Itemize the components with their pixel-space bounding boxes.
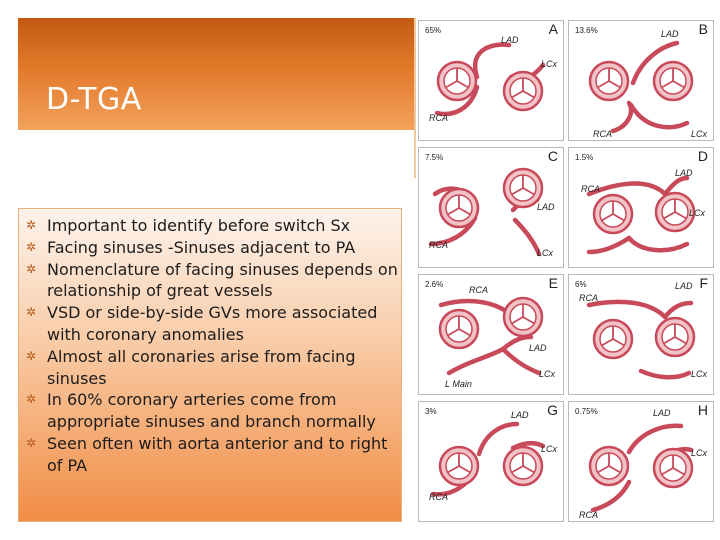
lcx-label: LCx xyxy=(689,208,706,218)
coronary-pattern-figure xyxy=(416,18,718,524)
rca-label: RCA xyxy=(429,240,449,250)
coronary-vessel xyxy=(629,238,687,250)
great-vessel-sinus xyxy=(590,447,628,485)
coronary-diagram xyxy=(569,21,714,141)
great-vessel-sinus xyxy=(594,195,632,233)
lad-label: LAD xyxy=(511,410,529,420)
pattern-panel-f xyxy=(568,274,714,395)
great-vessel-sinus xyxy=(654,449,692,487)
lcx-label: LCx xyxy=(539,369,556,379)
rca-label: RCA xyxy=(579,293,599,303)
lcx-label: LCx xyxy=(541,59,558,69)
bullet-text: Almost all coronaries arise from facing sinuses xyxy=(47,346,356,388)
panel-letter: B xyxy=(698,21,708,37)
bullet-item xyxy=(19,215,399,237)
bullet-text: Seen often with aorta anterior and to right of PA xyxy=(47,433,388,475)
bullet-icon: ✲ xyxy=(26,305,37,320)
coronary-vessel xyxy=(475,45,509,77)
bullet-item xyxy=(19,346,399,390)
coronary-vessel xyxy=(641,371,689,377)
panel-percent: 1.5% xyxy=(575,153,594,162)
bullet-item xyxy=(19,259,399,303)
coronary-vessel xyxy=(593,482,629,510)
rca-label: RCA xyxy=(429,113,449,123)
great-vessel-sinus xyxy=(504,298,542,336)
pattern-panel-a xyxy=(418,20,564,141)
rca-label: RCA xyxy=(469,285,489,295)
great-vessel-sinus xyxy=(594,320,632,358)
lad-label: LAD xyxy=(537,202,555,212)
panel-letter: H xyxy=(697,402,708,418)
coronary-vessel xyxy=(665,178,687,194)
lcx-label: LCx xyxy=(691,369,708,379)
coronary-diagram xyxy=(419,402,564,522)
lcx-label: LCx xyxy=(537,248,554,258)
bullet-icon: ✲ xyxy=(26,239,37,254)
bullet-icon: ✲ xyxy=(26,261,37,276)
bullet-icon: ✲ xyxy=(26,392,37,407)
bullet-item xyxy=(19,302,399,346)
bullet-text: Nomenclature of facing sinuses depends on relationship of great vessels xyxy=(47,259,398,301)
lmain-label: L Main xyxy=(445,379,472,389)
rca-label: RCA xyxy=(593,129,613,139)
lcx-label: LCx xyxy=(691,448,708,458)
lcx-label: LCx xyxy=(541,444,558,454)
bullet-item xyxy=(19,389,399,433)
coronary-vessel xyxy=(589,238,629,252)
bullet-text: In 60% coronary arteries come from appropriate sinuses and branch normally xyxy=(47,390,376,432)
rca-label: RCA xyxy=(579,510,599,520)
lad-label: LAD xyxy=(661,29,679,39)
pattern-panel-c xyxy=(418,147,564,268)
pattern-panel-h xyxy=(568,401,714,522)
panel-letter: D xyxy=(697,148,708,164)
great-vessel-sinus xyxy=(440,189,478,227)
bullet-text: Facing sinuses -Sinuses adjacent to PA xyxy=(47,237,356,257)
panel-percent: 3% xyxy=(425,407,437,416)
coronary-vessel xyxy=(515,220,539,254)
lad-label: LAD xyxy=(501,35,519,45)
rca-label: RCA xyxy=(429,492,449,502)
panel-percent: 65% xyxy=(425,26,442,35)
rca-label: RCA xyxy=(581,184,601,194)
panel-percent: 2.6% xyxy=(425,280,444,289)
panel-percent: 6% xyxy=(575,280,587,289)
bullet-icon: ✲ xyxy=(26,435,37,450)
panel-letter: F xyxy=(699,275,708,291)
bullet-text: Important to identify before switch Sx xyxy=(47,216,351,235)
great-vessel-sinus xyxy=(656,318,694,356)
coronary-vessel xyxy=(631,105,687,127)
panel-percent: 0.75% xyxy=(575,407,598,416)
panel-percent: 7.5% xyxy=(425,153,444,162)
lad-label: LAD xyxy=(529,343,547,353)
bullet-item xyxy=(19,237,399,259)
pattern-panel-g xyxy=(418,401,564,522)
great-vessel-sinus xyxy=(504,447,542,485)
panel-letter: C xyxy=(547,148,558,164)
coronary-vessel xyxy=(665,303,691,317)
pattern-panel-d xyxy=(568,147,714,268)
coronary-vessel xyxy=(589,302,665,317)
bullet-icon: ✲ xyxy=(26,348,37,363)
slide-title: D-TGA xyxy=(46,82,142,117)
coronary-vessel xyxy=(613,103,631,131)
bullet-text: VSD or side-by-side GVs more associated with coronary anomalies xyxy=(47,303,378,344)
great-vessel-sinus xyxy=(504,72,542,110)
bullet-item xyxy=(19,433,399,477)
coronary-vessel xyxy=(589,183,665,194)
bullet-panel xyxy=(18,208,402,522)
coronary-diagram xyxy=(419,21,564,141)
lad-label: LAD xyxy=(675,281,693,291)
great-vessel-sinus xyxy=(654,62,692,100)
great-vessel-sinus xyxy=(590,62,628,100)
great-vessel-sinus xyxy=(440,447,478,485)
bullet-icon: ✲ xyxy=(26,218,37,232)
panel-letter: G xyxy=(547,402,558,418)
bullet-list xyxy=(19,215,399,477)
lad-label: LAD xyxy=(675,168,693,178)
panel-letter: E xyxy=(548,275,558,291)
great-vessel-sinus xyxy=(440,310,478,348)
lad-label: LAD xyxy=(653,408,671,418)
pattern-panel-b xyxy=(568,20,714,141)
pattern-panel-e xyxy=(418,274,564,395)
great-vessel-sinus xyxy=(438,62,476,100)
title-banner xyxy=(18,18,416,130)
panel-letter: A xyxy=(548,21,558,37)
coronary-diagram xyxy=(569,402,714,522)
coronary-vessel xyxy=(503,337,531,349)
panel-percent: 13.6% xyxy=(575,26,598,35)
coronary-vessel xyxy=(449,349,503,373)
lcx-label: LCx xyxy=(691,129,708,139)
